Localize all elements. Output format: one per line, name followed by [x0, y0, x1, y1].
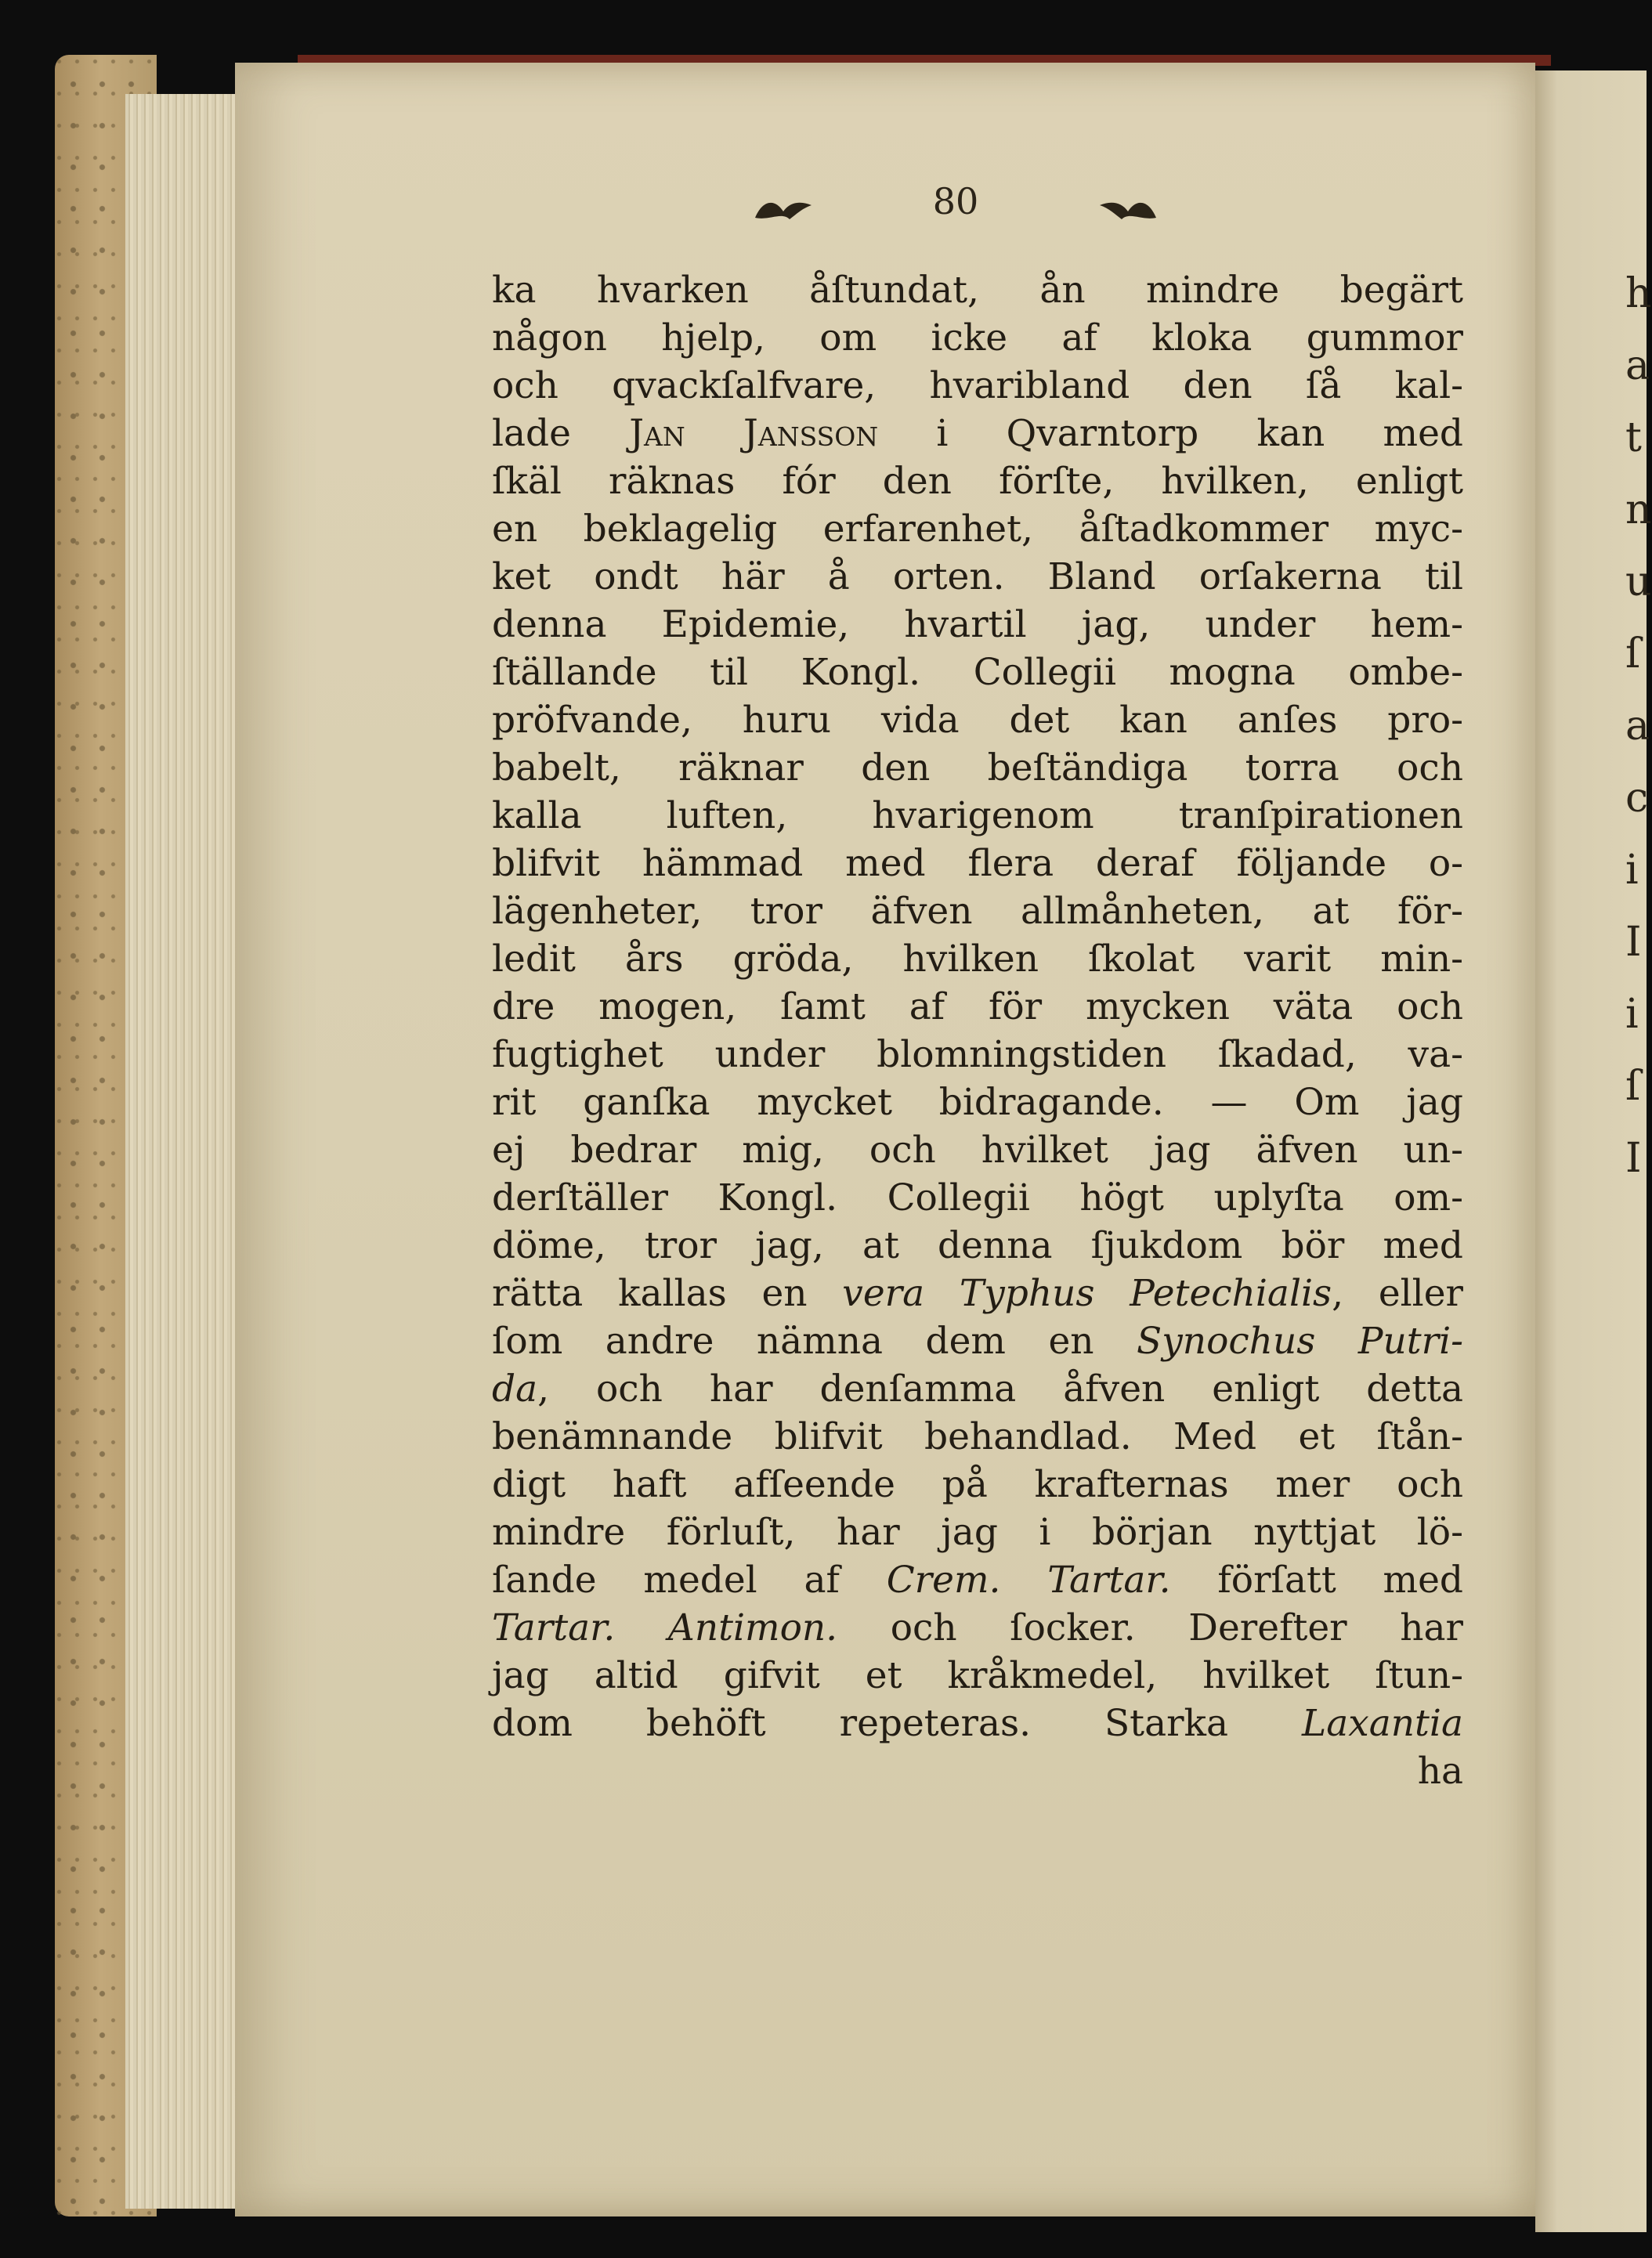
text-line [492, 1700, 1463, 1747]
text-segment: lade [492, 412, 630, 455]
page-header [752, 180, 1159, 243]
text-segment: jag altid gifvit et kråkmedel, hvilket ſtun- [492, 1654, 1463, 1697]
text-line [492, 935, 1463, 983]
text-line [492, 266, 1463, 314]
text-line [492, 553, 1463, 601]
text-segment: en beklagelig erfarenhet, åſtadkommer myc- [492, 508, 1463, 551]
text-segment: fugtighet under blomningstiden ſkadad, va- [492, 1033, 1463, 1076]
text-line [492, 744, 1463, 792]
text-segment: derſtäller Kongl. Collegii högt uplyſta om- [492, 1176, 1463, 1219]
text-line [492, 1508, 1463, 1556]
text-line [492, 792, 1463, 840]
text-line [492, 696, 1463, 744]
text-segment: i Qvarntorp kan med [878, 412, 1463, 455]
facing-page-char: a [1625, 703, 1650, 750]
text-line [492, 1270, 1463, 1317]
text-line [492, 410, 1463, 457]
text-segment: Crem. Tartar. [886, 1559, 1171, 1602]
text-segment: mindre förluſt, har jag i början nyttjat lö- [492, 1511, 1463, 1554]
facing-page-char: u [1625, 558, 1652, 605]
facing-page-char: I [1625, 919, 1642, 966]
text-segment: ſtällande til Kongl. Collegii mogna ombe- [492, 651, 1463, 694]
text-segment: ledit års gröda, hvilken ſkolat varit min- [492, 938, 1463, 981]
text-segment: någon hjelp, om icke af kloka gummor [492, 316, 1463, 359]
facing-page-char: n [1625, 486, 1652, 533]
text-line [492, 648, 1463, 696]
text-segment: kalla luften, hvarigenom tranſpirationen [492, 794, 1463, 837]
text-segment: pröfvande, huru vida det kan anſes pro- [492, 699, 1463, 742]
text-segment: dom behöft repeteras. Starka [492, 1702, 1303, 1745]
text-segment: ſande medel af [492, 1559, 887, 1602]
text-line [492, 1078, 1463, 1126]
text-segment: och ſocker. Derefter har [837, 1606, 1463, 1649]
text-line [492, 505, 1463, 553]
text-segment: rit ganſka mycket bidragande. — Om jag [492, 1081, 1463, 1124]
text-line [492, 314, 1463, 362]
text-line [492, 1126, 1463, 1174]
text-segment: ſom andre nämna dem en [492, 1320, 1137, 1363]
text-line [492, 1747, 1463, 1795]
text-segment: rätta kallas en [492, 1272, 843, 1315]
page-number: 80 [932, 180, 979, 222]
text-segment: dre mogen, ſamt af för mycken väta och [492, 985, 1463, 1028]
facing-page-char: h [1625, 270, 1652, 317]
text-segment: ej bedrar mig, och hvilket jag äfven un- [492, 1129, 1463, 1172]
text-line [492, 1222, 1463, 1270]
text-line [492, 1031, 1463, 1078]
facing-page-char: i [1625, 991, 1639, 1038]
text-line [492, 457, 1463, 505]
text-segment: och qvackſalfvare, hvaribland den ſå kal- [492, 364, 1463, 407]
text-line [492, 362, 1463, 410]
facing-page-char: a [1625, 342, 1650, 389]
text-segment: Synochus Putri- [1137, 1320, 1463, 1363]
text-segment: babelt, räknar den beſtändiga torra och [492, 746, 1463, 789]
text-segment: benämnande blifvit behandlad. Med et ſtån- [492, 1415, 1463, 1458]
text-segment: blifvit hämmad med flera deraf följande o- [492, 842, 1463, 885]
text-line [492, 1365, 1463, 1413]
text-segment: lägenheter, tror äfven allmånheten, at för- [492, 890, 1463, 933]
facing-page-char: ſ [1625, 1063, 1641, 1110]
body-text [492, 266, 1463, 1795]
text-segment: , eller [1332, 1272, 1463, 1315]
text-line [492, 887, 1463, 935]
text-segment: Tartar. Antimon. [492, 1606, 838, 1649]
text-segment: ket ondt här å orten. Bland orſakerna til [492, 555, 1463, 598]
text-line [492, 601, 1463, 648]
right-ornament-icon [1097, 194, 1159, 226]
text-line [492, 1461, 1463, 1508]
facing-page-char: c [1625, 775, 1649, 822]
facing-page-char: i [1625, 847, 1639, 894]
text-line [492, 1556, 1463, 1604]
text-line [492, 1604, 1463, 1652]
text-segment: denna Epidemie, hvartil jag, under hem- [492, 603, 1463, 646]
text-segment: digt haft afſeende på krafternas mer och [492, 1463, 1463, 1506]
text-segment: förſatt med [1170, 1559, 1464, 1602]
text-segment: Laxantia [1302, 1702, 1463, 1745]
text-segment: döme, tror jag, at denna ſjukdom bör med [492, 1224, 1463, 1267]
facing-page-char: I [1625, 1135, 1642, 1182]
text-line [492, 840, 1463, 887]
text-line [492, 983, 1463, 1031]
text-segment: vera Typhus Petechialis [842, 1272, 1332, 1315]
left-ornament-icon [752, 194, 815, 226]
text-line [492, 1413, 1463, 1461]
text-line [492, 1652, 1463, 1700]
text-segment: , och har denſamma åfven enligt detta [537, 1367, 1463, 1411]
facing-page-char: t [1625, 414, 1642, 461]
facing-page-char: ſ [1625, 630, 1641, 677]
text-line [492, 1317, 1463, 1365]
text-segment: da [492, 1367, 538, 1411]
text-segment: ka hvarken åſtundat, ån mindre begärt [492, 269, 1463, 312]
text-segment: ha [1417, 1750, 1463, 1793]
text-segment: Jan Jansson [629, 412, 879, 455]
text-segment: ſkäl räknas fór den förſte, hvilken, enligt [492, 460, 1463, 503]
text-line [492, 1174, 1463, 1222]
